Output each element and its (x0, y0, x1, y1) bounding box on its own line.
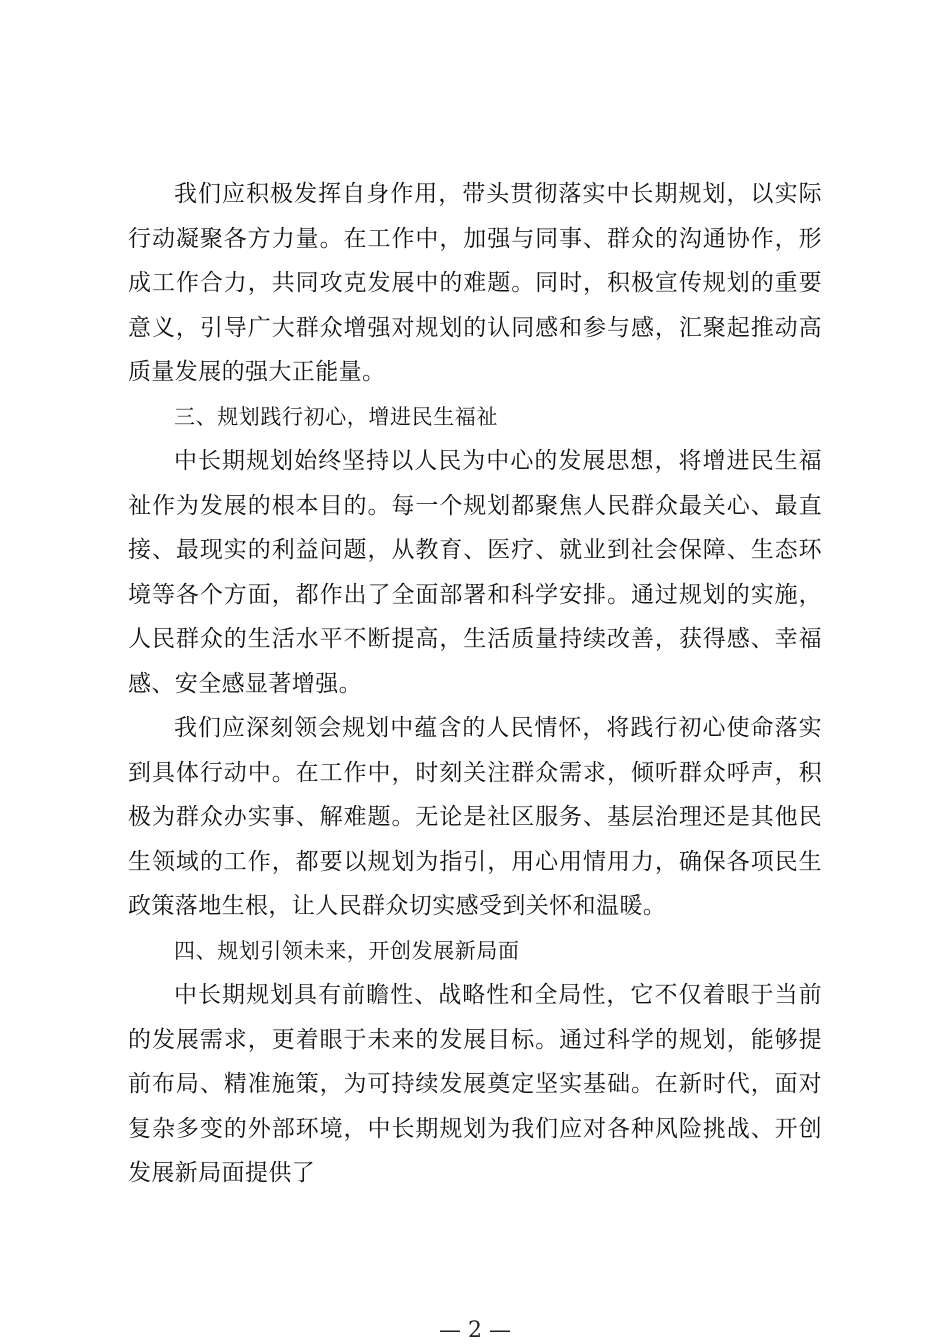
paragraph-3: 我们应深刻领会规划中蕴含的人民情怀，将践行初心使命落实到具体行动中。在工作中，时刻关注群众需求，倾听群众呼声，积极为群众办实事、解难题。无论是社区服务、基层治理还是其他民生领域的工作，都要以规划为指引，用心用情用力，确保各项民生政策落地生根，让人民群众切实感受到关怀和温暖。 (128, 715, 822, 919)
section-heading-3: 三、规划践行初心，增进民生福祉 (174, 404, 498, 429)
page-number: — 2 — (439, 1318, 511, 1343)
paragraph-2: 中长期规划始终坚持以人民为中心的发展思想，将增进民生福祉作为发展的根本目的。每一个规划都聚焦人民群众最关心、最直接、最现实的利益问题，从教育、医疗、就业到社会保障、生态环境等各个方面，都作出了全面部署和科学安排。通过规划的实施，人民群众的生活水平不断提高，生活质量持续改善，获得感、幸福感、安全感显著增强。 (128, 448, 822, 697)
document-body (128, 172, 822, 1196)
section-heading-4: 四、规划引领未来，开创发展新局面 (174, 938, 520, 963)
paragraph-1: 我们应积极发挥自身作用，带头贯彻落实中长期规划，以实际行动凝聚各方力量。在工作中，加强与同事、群众的沟通协作，形成工作合力，共同攻克发展中的难题。同时，积极宣传规划的重要意义，引导广大群众增强对规划的认同感和参与感，汇聚起推动高质量发展的强大正能量。 (128, 181, 822, 385)
paragraph-4: 中长期规划具有前瞻性、战略性和全局性，它不仅着眼于当前的发展需求，更着眼于未来的发展目标。通过科学的规划，能够提前布局、精准施策，为可持续发展奠定坚实基础。在新时代，面对复杂多变的外部环境，中长期规划为我们应对各种风险挑战、开创发展新局面提供了 (128, 982, 822, 1186)
